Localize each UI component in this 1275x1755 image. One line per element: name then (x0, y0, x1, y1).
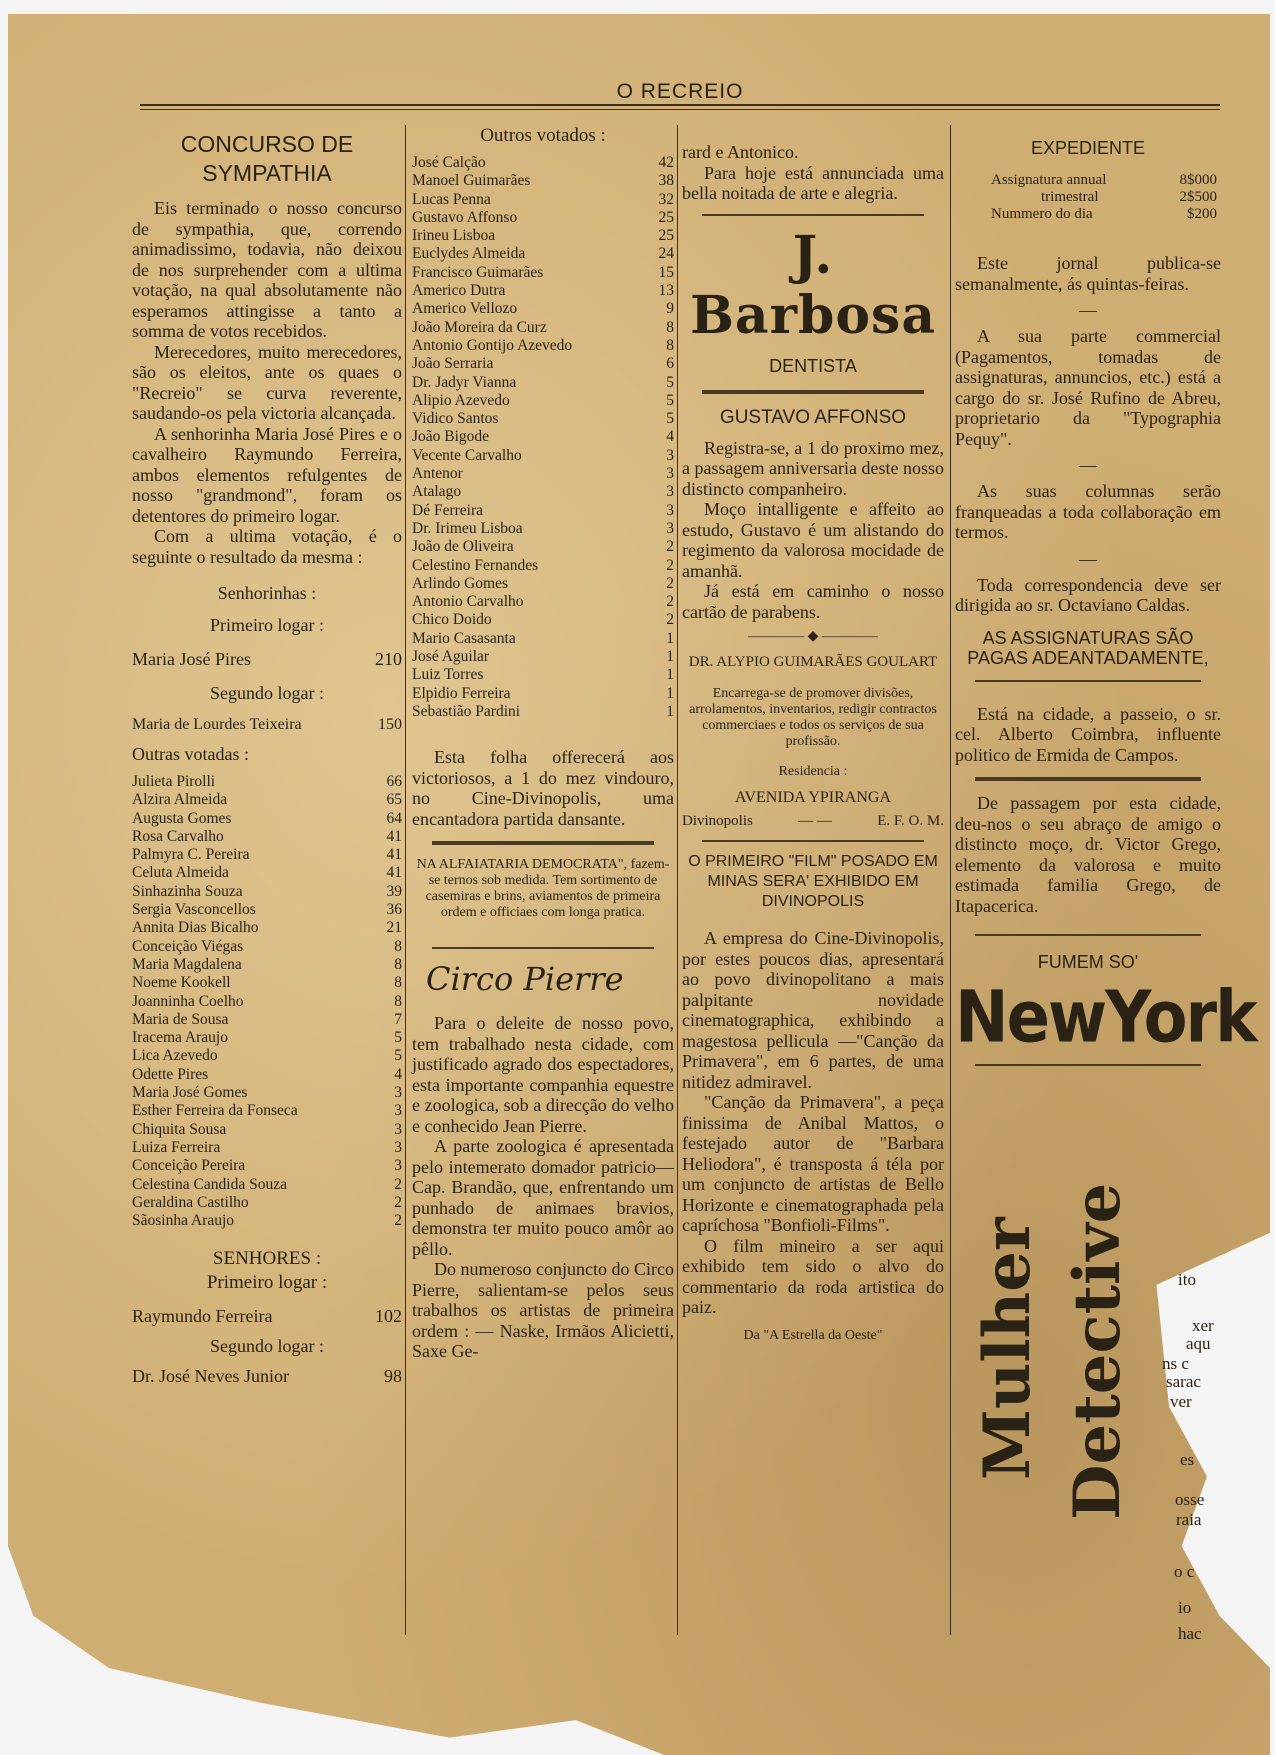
list-item (132, 1176, 402, 1194)
voter-name: Antonio Carvalho (412, 593, 524, 611)
winner-row (132, 1302, 402, 1330)
winner-name: Maria José Pires (132, 649, 251, 669)
list-item (412, 355, 674, 373)
column-divider (405, 125, 406, 1635)
vote-count: 3 (394, 1138, 402, 1156)
dash-label: — — (798, 813, 832, 829)
dash-divider: — (1079, 548, 1097, 569)
voter-name: Dé Ferreira (412, 501, 483, 519)
voter-name: Conceição Viégas (132, 937, 244, 955)
circus-title: Circo Pierre (426, 960, 624, 999)
vote-count: 3 (394, 1084, 402, 1102)
separator (975, 1064, 1201, 1066)
voter-name: João Moreira da Curz (412, 318, 547, 336)
rate-label: trimestral (1041, 189, 1099, 205)
runner-up-votes: 98 (384, 1366, 402, 1387)
text-fragment: raia (1176, 1510, 1202, 1529)
vote-count: 64 (386, 809, 402, 827)
voter-name: Americo Dutra (412, 282, 506, 300)
list-item (132, 974, 402, 992)
list-item (412, 520, 674, 538)
separator (702, 390, 924, 394)
paragraph: A senhorinha Maria José Pires e o cavalheiro Raymundo Ferreira, ambos elementos refulgentes de nosso "grandmond", foram os detentores do primeiro logar. (132, 423, 402, 526)
vote-count: 5 (394, 1029, 402, 1047)
list-item (132, 1212, 402, 1230)
paragraph: Para hoje está annunciada uma bella noitada de arte e alegria. (682, 162, 944, 203)
paragraph: Registra-se, a 1 do proximo mez, a passagem anniversaria deste nosso distincto companheiro. (682, 437, 944, 499)
vote-count: 2 (666, 593, 674, 611)
list-item (132, 1029, 402, 1047)
list-item (132, 1139, 402, 1157)
voter-name: Alzira Almeida (132, 791, 228, 809)
vote-count: 4 (394, 1065, 402, 1083)
list-item (132, 791, 402, 809)
column-news (682, 122, 944, 1344)
voter-name: Lucas Penna (412, 190, 491, 208)
voter-name: Noeme Kookell (132, 974, 231, 992)
subheading: Segundo logar : (210, 1336, 324, 1357)
vote-count: 5 (666, 391, 674, 409)
list-item (412, 264, 674, 282)
winner-row (132, 645, 402, 673)
paragraph: Para o deleite de nosso povo, tem trabalhado nesta cidade, com justificado agrado dos espectadores, esta importante companhia equestre e zoologica, sob a direcção do velho e conhecido Jean Pierre. (412, 1013, 674, 1136)
barbosa-logo: J. Barbosa (689, 224, 937, 346)
vote-count: 41 (386, 864, 402, 882)
vote-count: 7 (394, 1010, 402, 1028)
column-expediente (955, 122, 1256, 1076)
subheading: Segundo logar : (210, 683, 324, 703)
text-fragment: io (1178, 1598, 1192, 1617)
assign-notice: AS ASSIGNATURAS SÃO PAGAS ADEANTADAMENTE, (967, 627, 1209, 668)
list-item (412, 209, 674, 227)
dance-notice: Esta folha offerecerá aos victoriosos, a 1 do mez vindouro, no Cine-Divinopolis, uma encantadora partida dansante. (412, 747, 674, 829)
vote-count: 65 (386, 791, 402, 809)
list-item (412, 319, 674, 337)
rate-value: 2$500 (1179, 189, 1217, 205)
list-item (412, 282, 674, 300)
list-item (412, 392, 674, 410)
voter-name: Irineu Lisboa (412, 227, 496, 245)
text-fragment: sarac (1166, 1372, 1201, 1391)
voter-name: Julieta Pirolli (132, 773, 216, 790)
avenue-label: AVENIDA YPIRANGA (734, 789, 891, 806)
voter-name: Mario Casasanta (412, 629, 516, 647)
paragraph: "Canção da Primavera", a peça finissima de Anibal Mattos, o festejado autor de "Barbara Heliodora", é transposta á téla por um conjuncto de artistas de Bello Horizonte e cinematographada pela capríchosa "Bonfioli-Films". (682, 1092, 944, 1236)
mulher-logo: Mulher (970, 1217, 1045, 1480)
list-item (412, 300, 674, 318)
separator (975, 934, 1201, 936)
list-item (412, 428, 674, 446)
railway-label: E. F. O. M. (877, 813, 944, 829)
rate-row (991, 172, 1217, 189)
paragraph: A parte zoologica é apresentada pelo intemerato domador patricio—Cap. Brandão, que, enfrentando um punhado de animaes bravios, demonstra ter muito pouco amôr ao pêllo. (412, 1136, 674, 1259)
vote-count: 2 (666, 556, 674, 574)
voter-name: Conceição Pereira (132, 1157, 246, 1175)
list-item (412, 666, 674, 684)
voter-name: Annita Dias Bicalho (132, 919, 259, 937)
voter-name: Alipio Azevedo (412, 391, 510, 409)
vote-count: 1 (666, 629, 674, 647)
voter-name: Luiza Ferreira (132, 1138, 221, 1156)
vote-count: 32 (658, 190, 674, 208)
winner-name: Raymundo Ferreira (132, 1306, 273, 1327)
vote-count: 2 (394, 1193, 402, 1211)
expediente-title: EXPEDIENTE (1030, 138, 1146, 158)
list-item (132, 1194, 402, 1212)
text-fragment: ns c (1162, 1354, 1189, 1373)
voter-name: Odette Pires (132, 1065, 209, 1083)
city-label: Divinopolis (682, 813, 753, 829)
vote-count: 2 (666, 611, 674, 629)
vote-count: 5 (666, 410, 674, 428)
paragraph: Merecedores, muito merecedores, são os eleitos, ante os quaes o "Recreio" se curva reverente, saudando-os pela victoria alcançada. (132, 341, 402, 423)
others-title: Outros votados : (480, 125, 606, 146)
paragraph: Moço intalligente e affeito ao estudo, Gustavo é um alistando do regimento da valorosa mocidade de amanhã. (682, 499, 944, 581)
vote-count: 2 (666, 574, 674, 592)
list-item (412, 538, 674, 556)
tailor-ad: NA ALFAIATARIA DEMOCRATA", fazem-se ternos sob medida. Tem sortimento de casemiras e brins, aviamentos de primeira ordem e officiaes com longa pratica. (416, 857, 670, 921)
list-item (132, 993, 402, 1011)
vote-count: 1 (666, 702, 674, 720)
contest-title: CONCURSO DE SYMPATHIA (180, 131, 354, 186)
list-item (412, 374, 674, 392)
paragraph: A sua parte commercial (Pagamentos, tomadas de assignaturas, annuncios, etc.) está a cargo do sr. José Rufino de Abreu, proprietario da "Typographia Pequy". (955, 326, 1221, 449)
dentist-label: DENTISTA (769, 355, 857, 376)
list-item (132, 1084, 402, 1102)
paragraph: Com a ultima votação, é o seguinte o resultado da mesma : (132, 526, 402, 567)
column-other-votes (412, 122, 674, 1362)
voter-name: Antenor (412, 465, 463, 483)
vote-count: 8 (666, 336, 674, 354)
alypio-services: Encarrega-se de promover divisões, arrolamentos, inventarios, redigir contractos commerciaes e todos os serviços de sua profissão. (689, 686, 937, 749)
voter-name: José Aguilar (412, 648, 490, 666)
voter-name: Iracema Araujo (132, 1029, 228, 1047)
list-item (412, 245, 674, 263)
header-rule (140, 104, 1220, 106)
list-item (132, 1157, 402, 1175)
paragraph: Já está em caminho o nosso cartão de parabens. (682, 581, 944, 622)
rate-row (991, 206, 1217, 223)
fumem-label: FUMEM SO' (1037, 952, 1139, 972)
list-item (412, 410, 674, 428)
voter-name: Sebastião Pardini (412, 702, 521, 720)
list-item (412, 172, 674, 190)
voter-name: Vidico Santos (412, 410, 499, 428)
vote-count: 2 (394, 1175, 402, 1193)
list-item (132, 828, 402, 846)
paragraph: Toda correspondencia deve ser dirigida ao sr. Octaviano Caldas. (955, 574, 1221, 615)
text-fragment: aqu (1186, 1334, 1211, 1353)
list-item (132, 901, 402, 919)
separator (432, 947, 654, 949)
column-contest (132, 122, 402, 1390)
list-item (132, 1066, 402, 1084)
vote-count: 9 (666, 300, 674, 318)
list-item (412, 593, 674, 611)
voter-name: Gustavo Affonso (412, 208, 518, 226)
voter-name: Augusta Gomes (132, 809, 232, 827)
text-fragment: osse (1175, 1490, 1205, 1509)
vote-count: 4 (666, 428, 674, 446)
voter-name: Sergia Vasconcellos (132, 901, 256, 919)
column-divider (950, 125, 951, 1635)
header-rule-thin (140, 109, 1220, 110)
vote-count: 36 (386, 901, 402, 919)
voter-name: Vecente Carvalho (412, 446, 522, 464)
list-item (412, 611, 674, 629)
paragraph: Está na cidade, a passeio, o sr. cel. Alberto Coimbra, influente politico de Ermida de Campos. (955, 703, 1221, 765)
voter-name: Francisco Guimarães (412, 263, 544, 281)
vote-count: 38 (658, 172, 674, 190)
list-item (412, 483, 674, 501)
voter-name: Maria de Sousa (132, 1010, 229, 1028)
runner-up-name: Maria de Lourdes Teixeira (132, 716, 302, 733)
vote-count: 1 (666, 666, 674, 684)
list-item (132, 810, 402, 828)
film-title: O PRIMEIRO "FILM" POSADO EM MINAS SERA' EXHIBIDO EM DIVINOPOLIS (688, 853, 938, 911)
voter-name: Sinhazinha Souza (132, 882, 243, 900)
list-item (412, 703, 674, 721)
vote-count: 5 (666, 373, 674, 391)
text-fragment: ito (1178, 1270, 1196, 1289)
list-item (132, 1102, 402, 1120)
text-fragment: hac (1178, 1624, 1202, 1643)
list-item (132, 938, 402, 956)
voter-name: José Calção (412, 154, 486, 171)
rate-value: 8$000 (1179, 172, 1217, 188)
voter-name: Celestino Fernandes (412, 556, 539, 574)
voter-name: Euclydes Almeida (412, 245, 526, 263)
voter-name: João Serraria (412, 355, 494, 373)
list-item (412, 447, 674, 465)
vote-count: 8 (394, 974, 402, 992)
vote-count: 3 (666, 465, 674, 483)
paragraph: Eis terminado o nosso concurso de sympathia, que, correndo animadissimo, todavia, não deixou de nos surprehender com a ultima votação, na qual absolutamente não esperamos attingisse a tanto a somma de votos recebidos. (132, 198, 402, 341)
voter-name: Rosa Carvalho (132, 827, 224, 845)
voter-name: Palmyra C. Pereira (132, 846, 250, 864)
list-item (412, 154, 674, 172)
vote-count: 66 (386, 773, 402, 790)
voter-name: Sãosinha Araujo (132, 1212, 235, 1230)
list-item (412, 191, 674, 209)
rates-table (955, 172, 1221, 223)
voter-name: Americo Vellozo (412, 300, 518, 318)
vote-count: 41 (386, 827, 402, 845)
vote-count: 42 (658, 154, 674, 171)
vote-count: 8 (666, 318, 674, 336)
separator (975, 777, 1201, 781)
residence-label: Residencia : (778, 764, 848, 779)
voter-name: Esther Ferreira da Fonseca (132, 1102, 298, 1120)
vote-count: 8 (394, 955, 402, 973)
vote-count: 3 (394, 1102, 402, 1120)
paragraph: De passagem por esta cidade, deu-nos o seu abraço de amigo o distincto moço, dr. Victor Grego, elemento da valorosa e muito estimada familia Grego, de Itapacerica. (955, 793, 1221, 916)
separator (702, 214, 924, 216)
paragraph: Este jornal publica-se semanalmente, ás quintas-feiras. (955, 253, 1221, 294)
voter-name: Chico Doido (412, 611, 492, 629)
vote-count: 3 (394, 1120, 402, 1138)
subheading: Outras votadas : (132, 744, 249, 764)
rate-label: Assignatura annual (991, 172, 1107, 188)
vote-count: 3 (666, 501, 674, 519)
voter-name: Dr. Jadyr Vianna (412, 373, 517, 391)
source-credit: Da "A Estrella da Oeste" (743, 1327, 883, 1343)
list-item (132, 1047, 402, 1065)
vote-count: 24 (658, 245, 674, 263)
paragraph: A empresa do Cine-Divinopolis, por estes poucos dias, apresentará ao povo divinopolitano a mais palpitante novidade cinematographica, exhibindo a magestosa pellicula —"Canção da Primavera", em 6 partes, de uma nitidez admiravel. (682, 928, 944, 1092)
vote-count: 2 (666, 538, 674, 556)
vote-count: 5 (394, 1047, 402, 1065)
vote-count: 3 (394, 1157, 402, 1175)
voter-name: Dr. Irimeu Lisboa (412, 519, 523, 537)
list-item (132, 1011, 402, 1029)
voter-name: Lica Azevedo (132, 1047, 218, 1065)
dash-divider: — (1079, 300, 1097, 320)
dash-divider: — (1079, 455, 1097, 475)
text-fragment: o c (1174, 1562, 1195, 1581)
list-item (412, 557, 674, 575)
paragraph: As suas columnas serão franqueadas a toda collaboração em termos. (955, 481, 1221, 542)
voter-name: Luiz Torres (412, 666, 484, 684)
separator (432, 841, 654, 845)
vote-count: 1 (666, 648, 674, 666)
votes-list (412, 154, 674, 721)
paragraph: Do numeroso conjuncto do Circo Pierre, salientam-se pelos seus trabalhos os artistas de primeira ordem : — Naske, Irmãos Alicietti, Saxe Ge- (412, 1259, 674, 1362)
vote-count: 2 (394, 1212, 402, 1230)
newyork-logo: NewYork (955, 976, 1256, 1060)
gustavo-title: GUSTAVO AFFONSO (719, 406, 907, 428)
vote-count: 25 (658, 227, 674, 245)
vote-count: 39 (386, 882, 402, 900)
list-item (412, 227, 674, 245)
vote-count: 13 (658, 282, 674, 300)
text-fragment: ver (1170, 1392, 1192, 1411)
rate-row (991, 189, 1217, 206)
subheading: SENHORES : (212, 1248, 322, 1270)
page-header: O RECREIO (616, 80, 744, 103)
list-item (412, 630, 674, 648)
vote-count: 41 (386, 846, 402, 864)
vote-count: 8 (394, 937, 402, 955)
list-item (132, 883, 402, 901)
list-item (132, 846, 402, 864)
rate-value: $200 (1187, 206, 1217, 222)
list-item (132, 1121, 402, 1139)
vote-count: 3 (666, 519, 674, 537)
voter-name: Antonio Gontijo Azevedo (412, 336, 573, 354)
subheading: Primeiro logar : (206, 1272, 328, 1294)
vote-count: 3 (666, 446, 674, 464)
votes-list (132, 773, 402, 1230)
vote-count: 3 (666, 483, 674, 501)
voter-name: Maria José Gomes (132, 1084, 248, 1102)
list-item (412, 685, 674, 703)
vote-count: 6 (666, 355, 674, 373)
location-row (682, 812, 944, 830)
voter-name: Chiquita Sousa (132, 1120, 227, 1138)
subheading: Senhorinhas : (217, 583, 317, 603)
winner-votes: 210 (375, 649, 402, 669)
voter-name: Elpidio Ferreira (412, 684, 511, 702)
vote-count: 1 (666, 684, 674, 702)
winner-votes: 102 (375, 1306, 402, 1327)
vote-count: 25 (658, 208, 674, 226)
list-item (412, 502, 674, 520)
runner-up-row (132, 1362, 402, 1390)
voter-name: Manoel Guimarães (412, 172, 531, 190)
ornament-divider: ———— ◆ ———— (748, 629, 878, 644)
voter-name: Atalago (412, 483, 462, 501)
runner-up-row (132, 713, 402, 737)
voter-name: Geraldina Castilho (132, 1193, 249, 1211)
detective-logo: Detective (1060, 1182, 1135, 1520)
voter-name: João Bigode (412, 428, 490, 446)
voter-name: Celuta Almeida (132, 864, 229, 882)
vote-count: 21 (386, 919, 402, 937)
alypio-name: DR. ALYPIO GUIMARÃES GOULART (688, 654, 938, 670)
contest-text (132, 198, 402, 567)
list-item (132, 956, 402, 974)
list-item (132, 773, 402, 791)
paragraph: O film mineiro a ser aqui exhibido tem sido o alvo do commentario da roda artistica do paiz. (682, 1235, 944, 1318)
voter-name: Maria Magdalena (132, 955, 242, 973)
vote-count: 15 (658, 263, 674, 281)
list-item (132, 864, 402, 882)
runner-up-name: Dr. José Neves Junior (132, 1366, 289, 1387)
subheading: Primeiro logar : (210, 615, 324, 635)
vote-count: 8 (394, 992, 402, 1010)
list-item (412, 575, 674, 593)
runner-up-votes: 150 (378, 716, 402, 733)
rate-label: Nummero do dia (991, 206, 1093, 222)
column-divider (677, 125, 678, 1635)
list-item (412, 648, 674, 666)
voter-name: Arlindo Gomes (412, 574, 509, 592)
list-item (132, 919, 402, 937)
voter-name: Celestina Candida Souza (132, 1175, 287, 1193)
text-fragment: es (1180, 1450, 1195, 1469)
voter-name: Joanninha Coelho (132, 992, 244, 1010)
paragraph: rard e Antonico. (682, 142, 799, 162)
separator (975, 680, 1201, 682)
separator (702, 840, 924, 842)
voter-name: João de Oliveira (412, 538, 514, 556)
list-item (412, 337, 674, 355)
list-item (412, 465, 674, 483)
text-fragment: xer (1192, 1316, 1214, 1335)
